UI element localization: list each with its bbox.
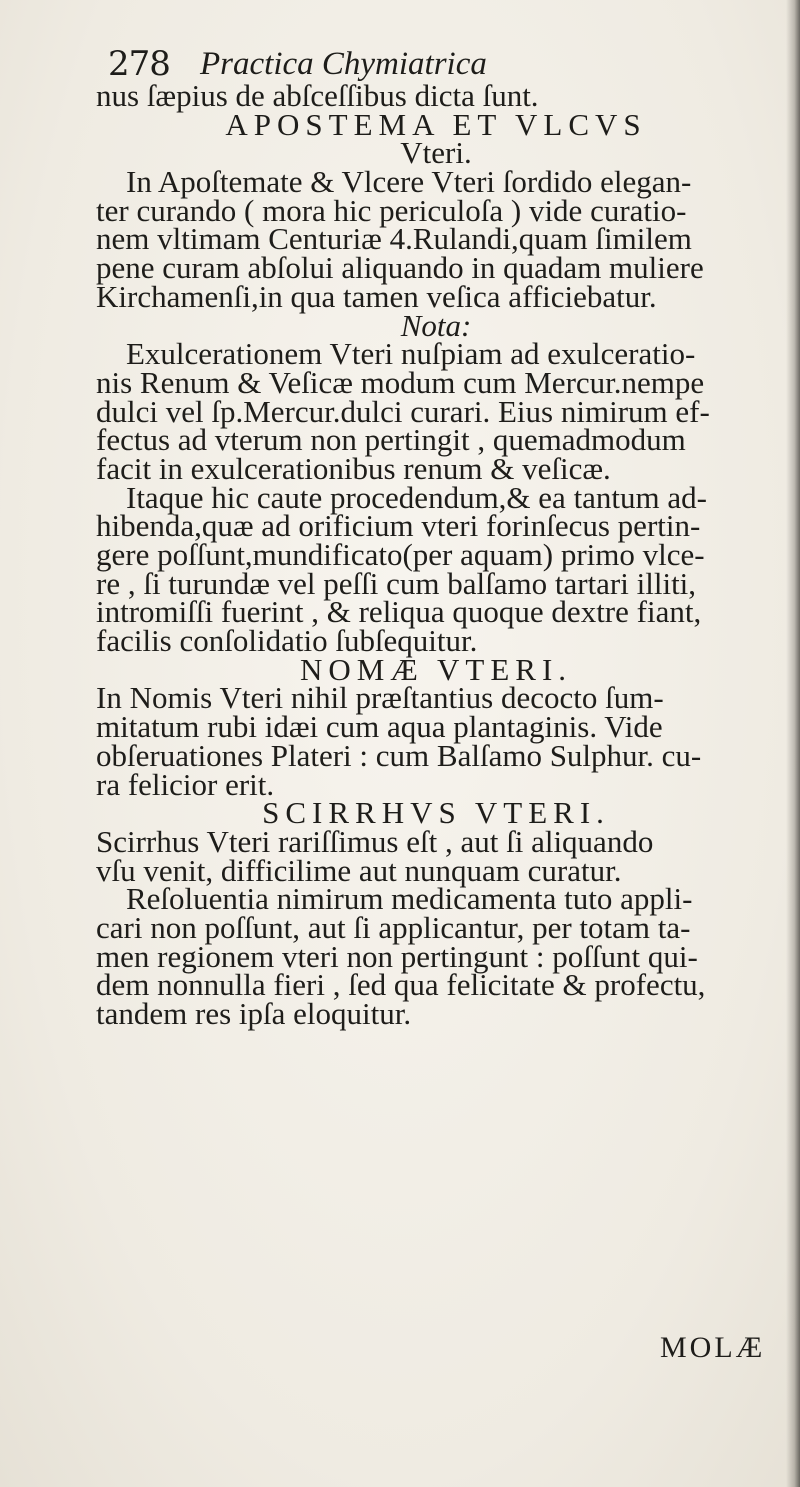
section-heading-scirrhus: SCIRRHVS VTERI. bbox=[262, 795, 610, 831]
text-line: gere poſſunt,mundificato(per aquam) primo vlce- bbox=[96, 537, 705, 572]
text-line: Exulcerationem Vteri nuſpiam ad exulceratio- bbox=[126, 336, 696, 372]
text-line: tandem res ipſa eloquitur. bbox=[96, 996, 412, 1031]
text-line: fectus ad vterum non pertingit , quemadmodum bbox=[96, 422, 686, 458]
text-line: mitatum rubi idæi cum aqua plantaginis. Vide bbox=[96, 709, 663, 745]
text-line: ter curando ( mora hic periculoſa ) vide curatio- bbox=[96, 192, 687, 228]
catchword: MOLÆ bbox=[660, 1331, 766, 1364]
text-line: cari non poſſunt, aut ſi applicantur, per totam ta- bbox=[96, 909, 691, 945]
text-line: nem vltimam Centuriæ 4.Rulandi,quam ſimilem bbox=[96, 221, 692, 257]
text-line: ra felicior erit. bbox=[96, 766, 275, 802]
text-line: Itaque hic caute procedendum,& ea tantum ad- bbox=[126, 479, 707, 515]
text-line: Scirrhus Vteri rariſſimus eſt , aut ſi aliquando bbox=[96, 823, 654, 859]
section-heading-nomae: NOMÆ VTERI. bbox=[299, 651, 573, 687]
text-line: Reſoluentia nimirum medicamenta tuto appli- bbox=[126, 881, 693, 917]
text-line: obſeruationes Plateri : cum Balſamo Sulphur. cu- bbox=[96, 737, 702, 773]
text-line: nus ſæpius de abſceſſibus dicta ſunt. bbox=[96, 78, 539, 113]
text-line: re , ſi turundæ vel peſſi cum balſamo tartari illiti, bbox=[96, 565, 697, 601]
text-line: vſu venit, difficilime aut nunquam curatur. bbox=[96, 852, 622, 888]
text-line: hibenda,quæ ad orificium vteri forinſecus pertin- bbox=[96, 508, 701, 544]
text-line: facilis conſolidatio ſubſequitur. bbox=[96, 623, 478, 659]
text-line: men regionem vteri non pertingunt : poſſunt qui- bbox=[96, 938, 698, 974]
text-line: Kirchamenſi,in qua tamen veſica afficiebatur. bbox=[96, 278, 657, 314]
nota-heading: Nota: bbox=[400, 307, 472, 343]
text-line: facit in exulcerationibus renum & veſicæ. bbox=[96, 450, 611, 486]
text-line: dem nonnulla fieri , ſed qua felicitate & profectu, bbox=[96, 967, 706, 1003]
text-line: In Apoſtemate & Vlcere Vteri ſordido elegan- bbox=[126, 164, 692, 200]
text-line: pene curam abſolui aliquando in quadam muliere bbox=[96, 250, 704, 286]
text-line: dulci vel ſp.Mercur.dulci curari. Eius nimirum ef- bbox=[96, 393, 710, 429]
section-subheading-vteri: Vteri. bbox=[400, 135, 472, 171]
page-edge-shadow bbox=[786, 0, 800, 1487]
page-number: 278 bbox=[108, 44, 170, 84]
text-line: intromiſſi fuerint , & reliqua quoque dextre fiant, bbox=[96, 594, 702, 630]
body-text bbox=[96, 78, 776, 1031]
text-line: nis Renum & Veſicæ modum cum Mercur.nempe bbox=[96, 364, 705, 400]
running-title: Practica Chymiatrica bbox=[200, 46, 487, 82]
text-line: In Nomis Vteri nihil præſtantius decocto ſum- bbox=[96, 680, 664, 716]
section-heading-apostema: APOSTEMA ET VLCVS bbox=[225, 106, 647, 142]
